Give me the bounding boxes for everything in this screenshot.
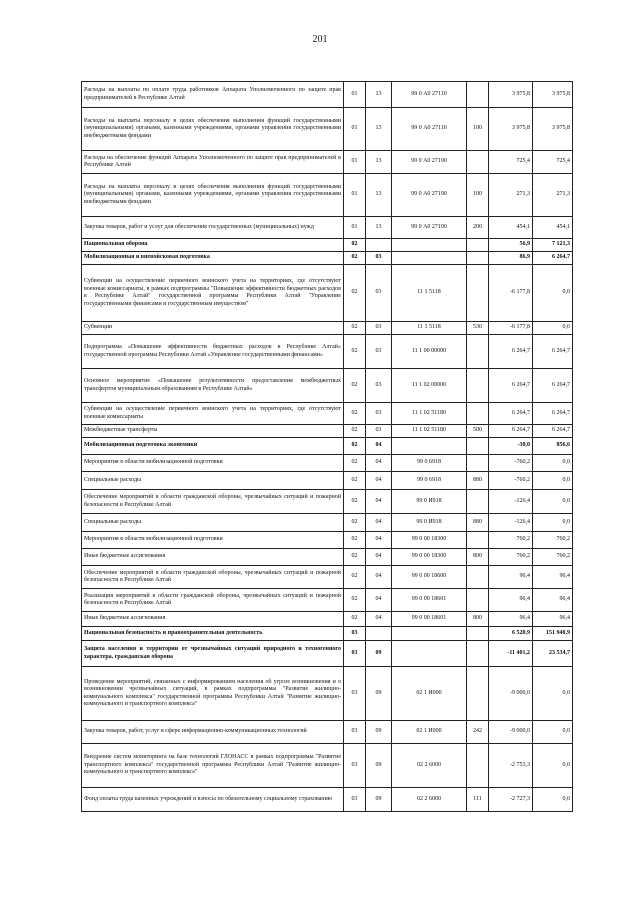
subsection-code: 04 xyxy=(366,438,392,455)
amount-total: 151 940,9 xyxy=(533,627,573,641)
expense-type-code xyxy=(467,744,489,788)
table-row xyxy=(82,514,573,532)
row-name: Закупка товаров, работ и услуг для обеспечения государственных (муниципальных) нужд xyxy=(82,217,344,239)
target-article-code: 02 1 И000 xyxy=(392,721,467,744)
subsection-code: 03 xyxy=(366,322,392,335)
section-code: 03 xyxy=(344,627,366,641)
table-row xyxy=(82,217,573,239)
row-name: Национальная безопасность и правоохранительная деятельность xyxy=(82,627,344,641)
section-code: 03 xyxy=(344,721,366,744)
section-code: 02 xyxy=(344,566,366,589)
expense-type-code xyxy=(467,490,489,514)
target-article-code: 11 1 5118 xyxy=(392,322,467,335)
subsection-code: 13 xyxy=(366,217,392,239)
amount-total: 96,4 xyxy=(533,566,573,589)
row-name: Внедрение систем мониторинга на базе технологий ГЛОНАСС в рамках подпрограммы "Развитие транспортного комплекса" государственной программы Республики Алтай "Развитие жилищно-коммунального и транспортного комплекса" xyxy=(82,744,344,788)
target-article-code: 99 0 6918 xyxy=(392,472,467,490)
amount-change: -6 177,8 xyxy=(489,265,533,322)
expense-type-code: 880 xyxy=(467,514,489,532)
table-row xyxy=(82,532,573,549)
section-code: 01 xyxy=(344,174,366,217)
expense-type-code: 242 xyxy=(467,721,489,744)
amount-change: 96,4 xyxy=(489,612,533,627)
table-row xyxy=(82,108,573,151)
row-name: Субвенции на осуществление первичного воинского учета на территориях, где отсутствуют военные комиссариаты, в рамках подпрограммы "Повышение эффективности бюджетных расходов в Республике Алтай" государственной программы Республики Алтай "Управление государственными финансами и государственным имуществом" xyxy=(82,265,344,322)
amount-total: 0,0 xyxy=(533,667,573,721)
amount-total: 0,0 xyxy=(533,744,573,788)
target-article-code: 11 1 5118 xyxy=(392,265,467,322)
row-name: Расходы на выплаты персоналу в целях обеспечения выполнения функций государственными (муниципальными) органами, казенными учреждениями, органами управления государственными внебюджетными фондами xyxy=(82,174,344,217)
section-code: 02 xyxy=(344,455,366,472)
table-row xyxy=(82,549,573,566)
row-name: Расходы на обеспечение функций Аппарата Уполномоченного по защите прав предпринимателей в Республике Алтай xyxy=(82,151,344,174)
section-code: 03 xyxy=(344,744,366,788)
row-name: Иные бюджетные ассигнования xyxy=(82,612,344,627)
amount-change: 725,4 xyxy=(489,151,533,174)
amount-total: 760,2 xyxy=(533,549,573,566)
table-row xyxy=(82,322,573,335)
table-row xyxy=(82,335,573,369)
amount-change: -6 177,8 xyxy=(489,322,533,335)
amount-total: 0,0 xyxy=(533,490,573,514)
subsection-code: 09 xyxy=(366,744,392,788)
section-code: 02 xyxy=(344,265,366,322)
section-code: 01 xyxy=(344,217,366,239)
row-name: Основное мероприятие «Повышение результативности предоставления межбюджетных трансфертов муниципальным образованиям в Республике Алтай» xyxy=(82,369,344,403)
page-number: 201 xyxy=(312,34,328,45)
amount-change: -9 000,0 xyxy=(489,721,533,744)
table-row xyxy=(82,490,573,514)
amount-change: 760,2 xyxy=(489,532,533,549)
subsection-code: 13 xyxy=(366,82,392,108)
amount-total: 0,0 xyxy=(533,265,573,322)
target-article-code xyxy=(392,239,467,252)
section-code: 03 xyxy=(344,667,366,721)
expense-type-code xyxy=(467,641,489,667)
table-row xyxy=(82,82,573,108)
row-name: Защита населения и территории от чрезвычайных ситуаций природного и техногенного характера, гражданская оборона xyxy=(82,641,344,667)
section-code: 02 xyxy=(344,549,366,566)
target-article-code: 02 2 6000 xyxy=(392,744,467,788)
amount-total: 6 264,7 xyxy=(533,425,573,438)
target-article-code: 99 0 00 18601 xyxy=(392,612,467,627)
row-name: Фонд оплаты труда казенных учреждений и взносы по обязательному социальному страхованию xyxy=(82,788,344,812)
target-article-code: 11 1 02 51180 xyxy=(392,425,467,438)
section-code: 02 xyxy=(344,612,366,627)
amount-change: -9 000,0 xyxy=(489,667,533,721)
expense-type-code: 800 xyxy=(467,612,489,627)
subsection-code: 04 xyxy=(366,589,392,612)
amount-total: 6 264,7 xyxy=(533,403,573,425)
subsection-code: 03 xyxy=(366,403,392,425)
section-code: 02 xyxy=(344,335,366,369)
expense-type-code: 500 xyxy=(467,425,489,438)
subsection-code: 04 xyxy=(366,549,392,566)
table-row xyxy=(82,788,573,812)
amount-change: 6 264,7 xyxy=(489,425,533,438)
subsection-code: 03 xyxy=(366,335,392,369)
amount-total: 3 975,8 xyxy=(533,108,573,151)
table-row xyxy=(82,641,573,667)
amount-change: 56,9 xyxy=(489,239,533,252)
target-article-code: 99 0 А0 27190 xyxy=(392,217,467,239)
subsection-code xyxy=(366,239,392,252)
subsection-code: 09 xyxy=(366,721,392,744)
table-row xyxy=(82,403,573,425)
table-row xyxy=(82,438,573,455)
target-article-code: 99 0 И918 xyxy=(392,490,467,514)
amount-total: 0,0 xyxy=(533,514,573,532)
table-row xyxy=(82,589,573,612)
expense-type-code xyxy=(467,589,489,612)
expense-type-code xyxy=(467,335,489,369)
amount-change: 3 975,8 xyxy=(489,108,533,151)
target-article-code: 02 1 И000 xyxy=(392,667,467,721)
amount-total: 3 975,8 xyxy=(533,82,573,108)
amount-change: -2 753,3 xyxy=(489,744,533,788)
table-row xyxy=(82,265,573,322)
amount-total: 725,4 xyxy=(533,151,573,174)
expense-type-code xyxy=(467,566,489,589)
section-code: 02 xyxy=(344,239,366,252)
target-article-code xyxy=(392,438,467,455)
amount-total: 96,4 xyxy=(533,589,573,612)
row-name: Межбюджетные трансферты xyxy=(82,425,344,438)
amount-total: 6 264,7 xyxy=(533,369,573,403)
row-name: Национальная оборона xyxy=(82,239,344,252)
subsection-code: 03 xyxy=(366,425,392,438)
subsection-code: 04 xyxy=(366,532,392,549)
amount-total: 454,1 xyxy=(533,217,573,239)
amount-change: -760,2 xyxy=(489,472,533,490)
table-row xyxy=(82,472,573,490)
amount-total: 6 264,7 xyxy=(533,335,573,369)
amount-change: -760,2 xyxy=(489,455,533,472)
amount-change: 96,4 xyxy=(489,566,533,589)
amount-change: 6 264,7 xyxy=(489,403,533,425)
amount-total: 23 534,7 xyxy=(533,641,573,667)
row-name: Субвенции на осуществление первичного воинского учета на территориях, где отсутствуют военные комиссариаты xyxy=(82,403,344,425)
expense-type-code xyxy=(467,239,489,252)
row-name: Мероприятия в области мобилизационной подготовки xyxy=(82,455,344,472)
row-name: Обеспечение мероприятий в области гражданской обороны, чрезвычайных ситуаций и пожарной безопасности в Республике Алтай xyxy=(82,490,344,514)
amount-change: -126,4 xyxy=(489,490,533,514)
row-name: Закупка товаров, работ, услуг в сфере информационно-коммуникационных технологий xyxy=(82,721,344,744)
row-name: Специальные расходы xyxy=(82,514,344,532)
row-name: Мероприятия в области мобилизационной подготовки xyxy=(82,532,344,549)
table-row xyxy=(82,174,573,217)
expense-type-code: 111 xyxy=(467,788,489,812)
section-code: 03 xyxy=(344,788,366,812)
target-article-code: 11 1 02 51180 xyxy=(392,403,467,425)
amount-change: 6 264,7 xyxy=(489,335,533,369)
amount-change: 271,3 xyxy=(489,174,533,217)
expense-type-code: 200 xyxy=(467,217,489,239)
row-name: Проведение мероприятий, связанных с информированием населения об угрозе возникновения и о возникновении чрезвычайных ситуаций, в рамках подпрограммы "Развитие жилищно-коммунального комплекса" государственной программы Республики Алтай "Развитие жилищно-коммунального и транспортного комплекса" xyxy=(82,667,344,721)
row-name: Субвенции xyxy=(82,322,344,335)
table-row xyxy=(82,455,573,472)
subsection-code: 09 xyxy=(366,641,392,667)
table-row xyxy=(82,667,573,721)
amount-total: 0,0 xyxy=(533,472,573,490)
amount-total: 96,4 xyxy=(533,612,573,627)
subsection-code: 13 xyxy=(366,174,392,217)
table-body xyxy=(82,82,573,812)
expense-type-code xyxy=(467,667,489,721)
subsection-code xyxy=(366,627,392,641)
subsection-code: 04 xyxy=(366,566,392,589)
amount-total: 0,0 xyxy=(533,721,573,744)
target-article-code xyxy=(392,641,467,667)
expense-type-code: 100 xyxy=(467,108,489,151)
target-article-code: 99 0 00 18300 xyxy=(392,532,467,549)
expense-type-code xyxy=(467,438,489,455)
row-name: Мобилизационная и вневойсковая подготовка xyxy=(82,252,344,265)
section-code: 02 xyxy=(344,369,366,403)
expense-type-code xyxy=(467,265,489,322)
amount-change: -2 727,3 xyxy=(489,788,533,812)
target-article-code: 11 1 00 00000 xyxy=(392,335,467,369)
table-row xyxy=(82,744,573,788)
amount-total: 856,6 xyxy=(533,438,573,455)
subsection-code: 04 xyxy=(366,612,392,627)
target-article-code: 99 0 И918 xyxy=(392,514,467,532)
expense-type-code xyxy=(467,151,489,174)
amount-change: 96,4 xyxy=(489,589,533,612)
section-code: 02 xyxy=(344,514,366,532)
amount-change: 454,1 xyxy=(489,217,533,239)
table-row xyxy=(82,369,573,403)
subsection-code: 09 xyxy=(366,667,392,721)
subsection-code: 03 xyxy=(366,369,392,403)
target-article-code: 99 0 А0 27110 xyxy=(392,108,467,151)
amount-change: 86,9 xyxy=(489,252,533,265)
amount-change: 6 520,9 xyxy=(489,627,533,641)
subsection-code: 13 xyxy=(366,151,392,174)
target-article-code xyxy=(392,252,467,265)
target-article-code: 99 0 00 18600 xyxy=(392,566,467,589)
table-row xyxy=(82,612,573,627)
expense-type-code xyxy=(467,82,489,108)
amount-change: 6 264,7 xyxy=(489,369,533,403)
amount-total: 271,3 xyxy=(533,174,573,217)
section-code: 02 xyxy=(344,322,366,335)
row-name: Мобилизационная подготовка экономики xyxy=(82,438,344,455)
amount-change: -126,4 xyxy=(489,514,533,532)
subsection-code: 03 xyxy=(366,265,392,322)
expense-type-code: 100 xyxy=(467,174,489,217)
expense-type-code xyxy=(467,532,489,549)
target-article-code: 99 0 00 18601 xyxy=(392,589,467,612)
section-code: 02 xyxy=(344,589,366,612)
row-name: Расходы на выплаты персоналу в целях обеспечения выполнения функций государственными (муниципальными) органами, казенными учреждениями, органами управления государственными внебюджетными фондами xyxy=(82,108,344,151)
expense-type-code xyxy=(467,252,489,265)
section-code: 02 xyxy=(344,438,366,455)
amount-total: 0,0 xyxy=(533,455,573,472)
section-code: 02 xyxy=(344,403,366,425)
target-article-code: 99 0 00 18300 xyxy=(392,549,467,566)
table-row xyxy=(82,239,573,252)
budget-table xyxy=(81,81,573,812)
target-article-code: 99 0 А0 27190 xyxy=(392,174,467,217)
table-row xyxy=(82,151,573,174)
subsection-code: 04 xyxy=(366,472,392,490)
amount-change: -11 401,2 xyxy=(489,641,533,667)
subsection-code: 04 xyxy=(366,455,392,472)
expense-type-code: 800 xyxy=(467,549,489,566)
amount-total: 6 264,7 xyxy=(533,252,573,265)
target-article-code: 99 0 А0 27110 xyxy=(392,82,467,108)
section-code: 02 xyxy=(344,425,366,438)
target-article-code xyxy=(392,627,467,641)
table-row xyxy=(82,425,573,438)
amount-total: 0,0 xyxy=(533,322,573,335)
amount-change: 760,2 xyxy=(489,549,533,566)
table-row xyxy=(82,566,573,589)
row-name: Реализация мероприятий в области гражданской обороны, чрезвычайных ситуаций и пожарной безопасности в Республике Алтай xyxy=(82,589,344,612)
amount-change: -30,0 xyxy=(489,438,533,455)
expense-type-code xyxy=(467,455,489,472)
expense-type-code: 880 xyxy=(467,472,489,490)
subsection-code: 04 xyxy=(366,514,392,532)
target-article-code: 11 1 02 00000 xyxy=(392,369,467,403)
amount-total: 760,2 xyxy=(533,532,573,549)
section-code: 02 xyxy=(344,472,366,490)
amount-total: 0,0 xyxy=(533,788,573,812)
row-name: Иные бюджетные ассигнования xyxy=(82,549,344,566)
section-code: 02 xyxy=(344,490,366,514)
amount-change: 3 975,8 xyxy=(489,82,533,108)
expense-type-code: 530 xyxy=(467,322,489,335)
subsection-code: 13 xyxy=(366,108,392,151)
section-code: 02 xyxy=(344,252,366,265)
expense-type-code xyxy=(467,627,489,641)
subsection-code: 04 xyxy=(366,490,392,514)
section-code: 03 xyxy=(344,641,366,667)
section-code: 01 xyxy=(344,82,366,108)
subsection-code: 09 xyxy=(366,788,392,812)
row-name: Специальные расходы xyxy=(82,472,344,490)
expense-type-code xyxy=(467,369,489,403)
row-name: Расходы на выплаты по оплате труда работников Аппарата Уполномоченного по защите прав предпринимателей в Республике Алтай xyxy=(82,82,344,108)
target-article-code: 99 0 А0 27190 xyxy=(392,151,467,174)
table-row xyxy=(82,627,573,641)
table-row xyxy=(82,721,573,744)
row-name: Подпрограмма «Повышение эффективности бюджетных расходов в Республике Алтай» государственной программы Республики Алтай «Управление государственными финансами» xyxy=(82,335,344,369)
amount-total: 7 121,3 xyxy=(533,239,573,252)
section-code: 02 xyxy=(344,532,366,549)
target-article-code: 02 2 6000 xyxy=(392,788,467,812)
target-article-code: 99 0 6918 xyxy=(392,455,467,472)
row-name: Обеспечение мероприятий в области гражданской обороны, чрезвычайных ситуаций и пожарной безопасности в Республике Алтай xyxy=(82,566,344,589)
expense-type-code xyxy=(467,403,489,425)
section-code: 01 xyxy=(344,151,366,174)
table-row xyxy=(82,252,573,265)
subsection-code: 03 xyxy=(366,252,392,265)
section-code: 01 xyxy=(344,108,366,151)
